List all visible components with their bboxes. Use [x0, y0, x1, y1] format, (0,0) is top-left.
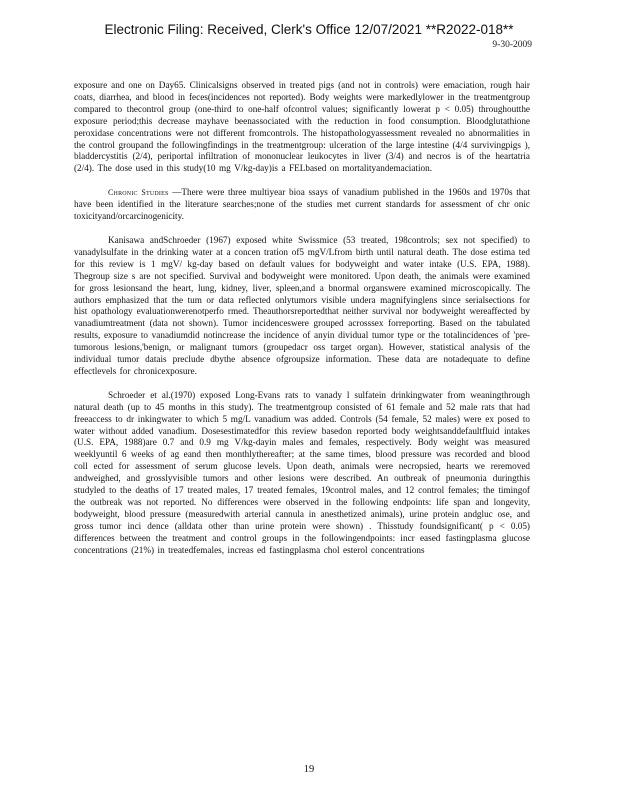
document-date: 9-30-2009 — [492, 40, 532, 50]
paragraph-chronic-studies — [74, 187, 530, 223]
paragraph-kanisawa-schroeder: Kanisawa andSchroeder (1967) exposed white Swissmice (53 treated, 198controls; sex not specified) to vanadylsulfate in the drinking water at a concen tration of5 mgV/Lfrom birth until natural death. The dose estima ted for this review is 1 mgV/ kg-day based on default values for bodyweight and water intake (U.S. EPA, 1988). Thegroup size s are not specified. Survival and bodyweight were monitored. Upon death, the animals were examined for gross lesionsand the heart, lung, kidney, liver, spleen,and a bnormal organswere examined microscopically. The authors emphasized that the tum or data reflected onlytumors visible undera magnifyinglens since serialsections for hist opathology evaluationwerenotperfo rmed. Theauthorsreportedthat neither survival nor bodyweight wereaffected by vanadiumtreatment (data not shown). Tumor incidenceswere grouped acrosssex forreporting. Based on the tabulated results, exposure to vanadiumdid notincrease the incidence of anyin dividual tumor type or the totalincidences of 'pre-tumorous lesions,'benign, or malignant tumors (groupedacr oss target organ). However, statistical analysis of the individual tumor datais preclude dbythe absence ofgroupsize information. These data are notadequate to define effectlevels for chronicexposure. — [74, 234, 530, 376]
paragraph-schroeder-1970: Schroeder et al.(1970) exposed Long-Evans rats to vanady l sulfatein drinkingwater from weaningthrough natural death (up to 45 months in this study). The treatmentgroup consisted of 61 female and 52 male rats that had freeaccess to dr inkingwater to which 5 mg/L vanadium was added. Controls (54 female, 52 males) were ex posed to water without added vanadium. Dosesestimatedfor this review basedon reported body weightsanddefaultfluid intakes (U.S. EPA, 1988)are 0.7 and 0.9 mg V/kg-dayin males and females, respectively. Body weight was measured weeklyuntil 6 weeks of ag eand then monthlythereafter; at the same times, blood pressure was recorded and blood coll ected for assessment of serum glucose levels. Upon death, animals were necropsied, hearts we reremoved andweighed, and grosslyvisible tumors and other lesions were described. An outbreak of pneumonia duringthis studyled to the deaths of 17 treated males, 17 treated females, 19control males, and 12 control females; the timingof the outbreak was not reported. No differences were observed in the following endpoints: life span and longevity, bodyweight, blood pressure (measuredwith arterial cannula in anesthetized animals), urine protein andgluc ose, and gross tumor inci dence (alldata other than urine protein were shown) . Thisstudy foundsignificant( p < 0.05) differences between the treatment and control groups in the followingendpoints: incr eased fastingplasma glucose concentrations (21%) in treatedfemales, increas ed fastingplasma chol esterol concentrations — [74, 389, 530, 555]
section-heading-chronic-studies: Chronic Studies — [108, 188, 169, 198]
document-body — [74, 80, 530, 557]
paragraph-continued: exposure and one on Day65. Clinicalsigns observed in treated pigs (and not in controls) were emaciation, rough hair coats, diarrhea, and blood in feces(incidences not reported). Body weights were markedlylower in the treatmentgroup compared to thecontrol group (one-third to one-half ofcontrol values; significantly lowerat p < 0.05) throughoutthe exposure period;this decrease mayhave beenassociated with the reduction in food consumption. Bloodglutathione peroxidase concentrations were not different fromcontrols. The histopathologyassessment revealed no abnormalities in the control groupand the followingfindings in the treatmentgroup: ulceration of the large intestine (4/4 survivingpigs ), bladdercystitis (2/4), periportal infiltration of mononuclear leukocytes in liver (3/4) and necros is of the heartatria (2/4). The dose used in this study(10 mg V/kg-day)is a FELbased on mortalityandemaciation. — [74, 80, 530, 174]
paragraph-text: —There were three multiyear bioa ssays of vanadium published in the 1960s and 1970s that have been identified in the literature searches;none of the studies met current standards for assessment of chr onic toxicityand/orcarcinogenicity. — [74, 187, 530, 222]
electronic-filing-stamp: Electronic Filing: Received, Clerk's Office 12/07/2021 **R2022-018** — [104, 22, 514, 37]
page-number: 19 — [303, 764, 315, 775]
